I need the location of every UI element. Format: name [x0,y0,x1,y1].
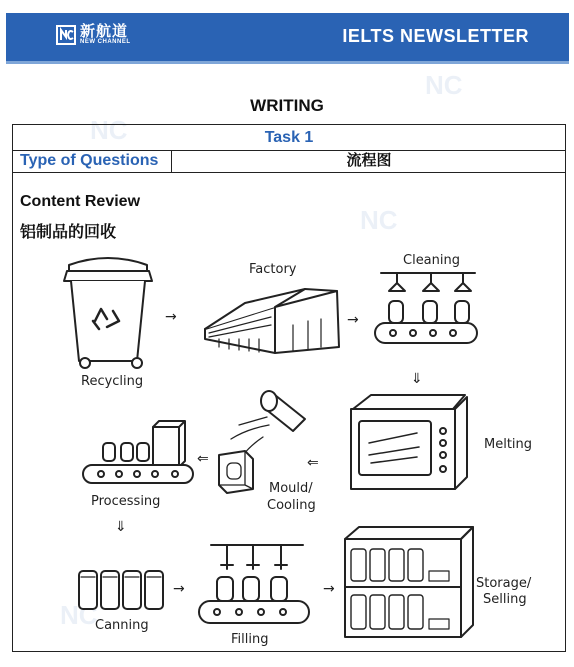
step-label-factory: Factory [249,262,297,277]
step-label-selling: Selling [483,592,527,607]
content-subheading: 铝制品的回收 [20,224,117,241]
filling-machine-icon [199,545,309,623]
section-title: WRITING [250,96,324,115]
storage-shelf-icon [345,527,473,637]
task-header: Task 1 [13,125,565,151]
mould-cooling-icon [219,391,305,493]
step-label-processing: Processing [91,494,161,509]
question-type-value: 流程图 [346,152,392,169]
arrow-right-icon: → [347,312,359,328]
cleaning-machine-icon [375,273,477,343]
logo-english-name: NEW CHANNEL [80,39,131,45]
step-label-filling: Filling [231,632,269,647]
new-channel-logo-icon [54,23,78,47]
step-label-melting: Melting [484,437,533,452]
question-type-label: Type of Questions [13,150,172,172]
factory-icon [205,289,339,353]
arrow-left-icon: ⇐ [307,455,319,471]
logo-chinese-name: 新航道 [80,23,129,40]
step-label-storage: Storage/ [476,576,532,591]
arrow-left-icon: ⇐ [197,451,209,467]
step-label-mould: Mould/ [269,481,313,496]
watermark: NC [60,600,98,630]
melting-furnace-icon [351,395,467,489]
watermark: NC [425,70,463,100]
arrow-right-icon: → [323,581,335,597]
step-label-canning: Canning [95,618,149,633]
recycling-bin-icon [64,258,152,368]
arrow-down-icon: ⇓ [411,371,423,387]
arrow-right-icon: → [165,309,177,325]
header-banner [6,13,569,64]
content-review-heading: Content Review [20,193,141,210]
task-table [12,124,566,652]
processing-machine-icon [83,421,193,483]
step-label-cleaning: Cleaning [403,253,460,268]
step-label-cooling: Cooling [267,498,316,513]
watermark: NC [360,205,398,235]
cans-icon [79,571,163,609]
step-label-recycling: Recycling [81,374,144,389]
watermark: NC [90,115,128,145]
arrow-down-icon: ⇓ [115,519,127,535]
arrow-right-icon: → [173,581,185,597]
recycling-process-diagram [13,125,565,651]
newsletter-title: IELTS NEWSLETTER [342,26,529,46]
